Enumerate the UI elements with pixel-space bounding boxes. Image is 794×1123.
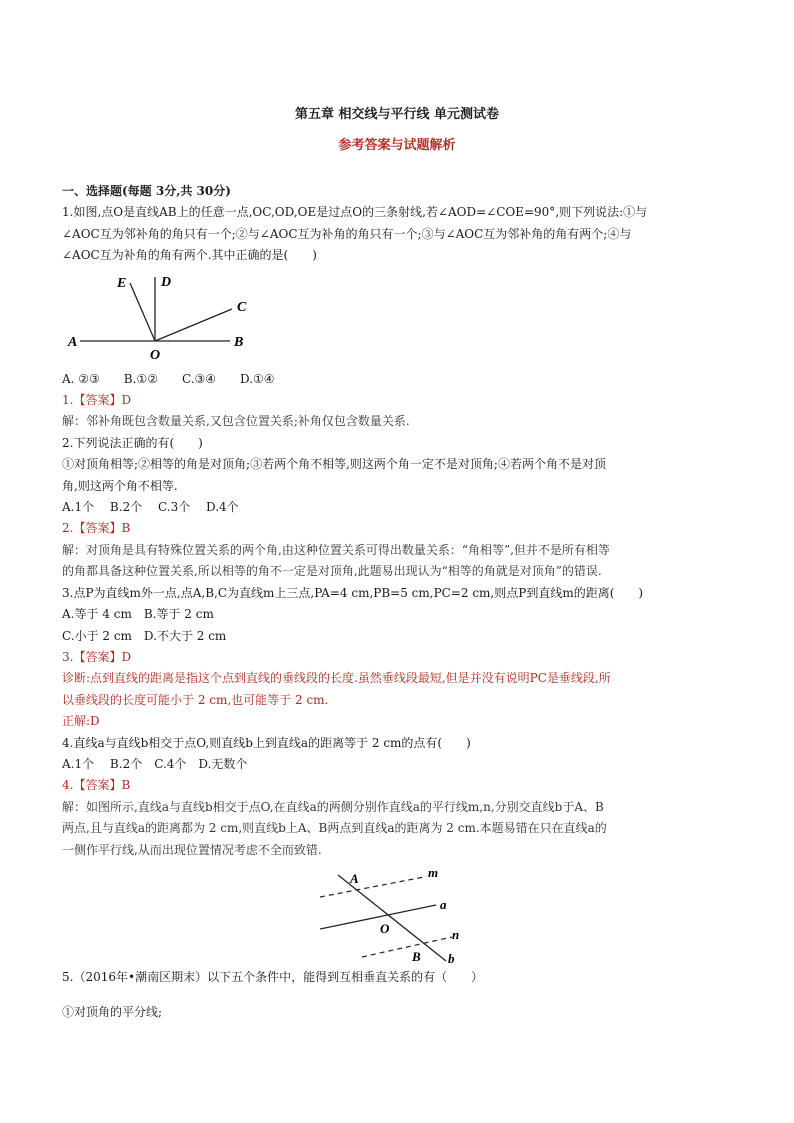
- q1-text-2: ∠AOC互为邻补角的角只有一个;②与∠AOC互为补角的角只有一个;③与∠AOC互为邻补角的角有两个;④与: [62, 226, 632, 241]
- q3-options-2: C.小于 2 cm D.不大于 2 cm: [62, 628, 227, 643]
- q4-line-n: [362, 937, 452, 957]
- page-subtitle: 参考答案与试题解析: [338, 138, 456, 153]
- q2-text-2: ①对顶角相等;②相等的角是对顶角;③若两个角不相等,则这两个角一定不是对顶角;④若两个角不是对顶: [62, 457, 606, 472]
- q1-answer: 1.【答案】D: [62, 393, 132, 408]
- q5-text-1: 5.（2016年•潮南区期末）以下五个条件中，能得到互相垂直关系的有（ ）: [62, 969, 484, 984]
- q1-label-o: O: [150, 347, 161, 363]
- q2-answer: 2.【答案】B: [62, 521, 131, 536]
- q1-text-3: ∠AOC互为补角的角有两个.其中正确的是( ): [62, 248, 317, 263]
- q4-answer: 4.【答案】B: [62, 778, 131, 793]
- q2-text-3: 角,则这两个角不相等.: [62, 478, 178, 493]
- q3-explanation-3: 正解:D: [62, 714, 100, 729]
- q4-figure: [320, 861, 480, 965]
- q4-line-m: [320, 877, 424, 897]
- q1-label-b: B: [234, 334, 244, 350]
- q4-label-A: A: [350, 870, 359, 886]
- q1-label-a: A: [68, 334, 78, 350]
- q4-label-B: B: [412, 948, 421, 964]
- q4-label-b: b: [448, 950, 455, 965]
- q4-label-n: n: [452, 926, 460, 942]
- q3-text-1: 3.点P为直线m外一点,点A,B,C为直线m上三点,PA=4 cm,PB=5 cm,PC=2 cm,则点P到直线m的距离( ): [62, 585, 644, 600]
- q1-explanation: 解：邻补角既包含数量关系,又包含位置关系;补角仅包含数量关系.: [62, 414, 410, 429]
- q5-text-2: ①对顶角的平分线;: [62, 1005, 163, 1020]
- q1-label-c: C: [237, 299, 247, 315]
- q2-explanation-2: 的角都具备这种位置关系,所以相等的角不一定是对顶角,此题易出现认为“相等的角就是对顶角”的错误.: [62, 564, 602, 579]
- q3-explanation-1: 诊断:点到直线的距离是指这个点到直线的垂线段的长度.虽然垂线段最短,但是并没有说明PC是垂线段,所: [62, 671, 611, 686]
- document-body: [62, 181, 734, 1024]
- q2-text-1: 2.下列说法正确的有( ): [62, 435, 203, 450]
- q4-options: A.1个 B.2个 C.4个 D.无数个: [62, 756, 248, 771]
- q1-text-1: 1.如图,点O是直线AB上的任意一点,OC,OD,OE是过点O的三条射线,若∠AOD=∠COE=90°,则下列说法:①与: [62, 205, 648, 220]
- q1-options: A. ②③ B.①② C.③④ D.①④: [62, 371, 275, 386]
- q4-label-O: O: [380, 920, 390, 936]
- spacer: [62, 988, 734, 1002]
- q1-ray-oe: [130, 283, 155, 341]
- q3-options-1: A.等于 4 cm B.等于 2 cm: [62, 607, 214, 622]
- section-heading: 一、选择题(每题 3分,共 30分): [62, 184, 231, 198]
- page-title: 第五章 相交线与平行线 单元测试卷: [294, 107, 500, 122]
- q1-ray-oc: [155, 309, 232, 341]
- q4-line-b: [338, 875, 446, 961]
- q3-explanation-2: 以垂线段的长度可能小于 2 cm,也可能等于 2 cm.: [62, 692, 329, 707]
- q1-label-e: E: [117, 275, 127, 291]
- q4-explanation-2: 两点,且与直线a的距离都为 2 cm,则直线b上A、B两点到直线a的距离为 2 cm.本题易错在只在直线a的: [62, 821, 607, 836]
- q2-explanation-1: 解：对顶角是具有特殊位置关系的两个角,由这种位置关系可得出数量关系：“角相等”,但并不是所有相等: [62, 542, 610, 557]
- q4-explanation-1: 解：如图所示,直线a与直线b相交于点O,在直线a的两侧分别作直线a的平行线m,n,分别交直线b于A、B: [62, 799, 604, 814]
- q4-label-m: m: [428, 864, 439, 880]
- q2-options: A.1个 B.2个 C.3个 D.4个: [62, 500, 239, 515]
- q4-label-a: a: [440, 896, 447, 912]
- q1-figure: [62, 271, 262, 363]
- q4-text-1: 4.直线a与直线b相交于点O,则直线b上到直线a的距离等于 2 cm的点有( ): [62, 735, 471, 750]
- q1-label-d: D: [161, 274, 172, 290]
- q4-line-a: [320, 905, 436, 929]
- q4-explanation-3: 一侧作平行线,从而出现位置情况考虑不全而致错.: [62, 842, 322, 857]
- q3-answer: 3.【答案】D: [62, 649, 132, 664]
